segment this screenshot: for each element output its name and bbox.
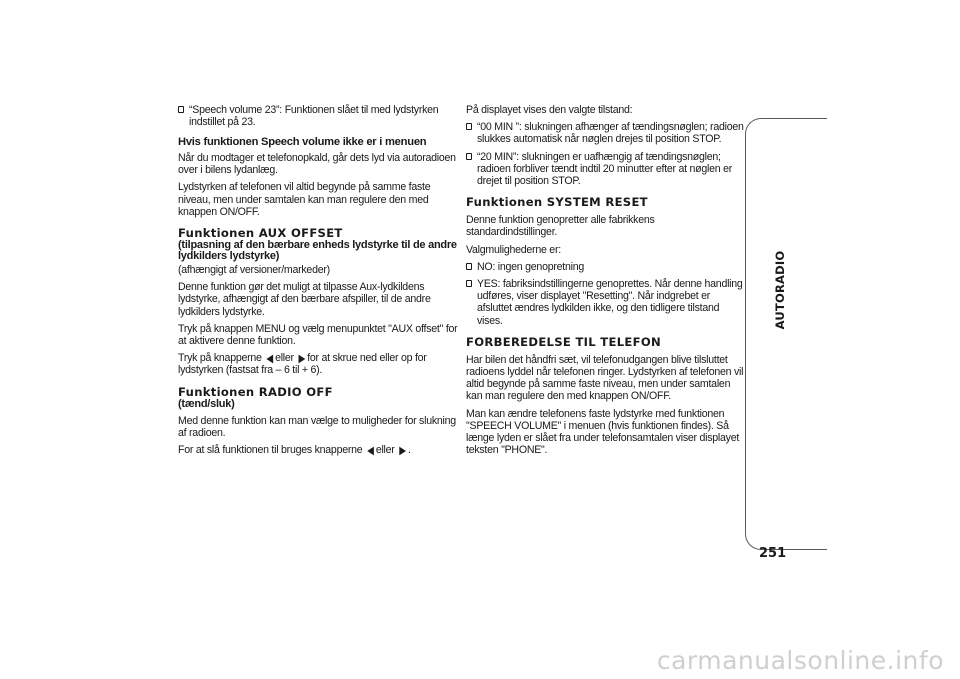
chapter-tab-text: AUTORADIO <box>773 250 787 330</box>
chapter-tab <box>745 118 827 550</box>
right-arrow-icon: ▶ <box>399 443 406 457</box>
text-span: eller <box>375 444 395 457</box>
checkbox-bullet-icon <box>466 263 472 270</box>
paragraph: På displayet vises den valgte tilstand: <box>466 104 633 116</box>
list-item <box>466 278 746 327</box>
checkbox-bullet-icon <box>466 153 472 160</box>
left-arrow-icon: ◀ <box>367 443 374 457</box>
checkbox-bullet-icon <box>466 280 472 287</box>
left-column <box>178 104 458 462</box>
watermark: carmanualsonline.info <box>656 646 944 675</box>
text-span: Tryk på knapperne <box>178 352 262 365</box>
left-arrow-icon: ◀ <box>266 351 274 365</box>
list-item-text: “00 MIN ”: slukningen afhænger af tændingsnøglen; radioen slukkes automatisk når nøglen drejes til position STOP. <box>477 121 744 146</box>
paragraph: Når du modtager et telefonopkald, går dets lyd via autoradioen over i bilens lydanlæg. <box>178 151 456 177</box>
right-arrow-icon: ▶ <box>298 351 306 365</box>
aux-offset-subheading: (tilpasning af den bærbare enheds lydstyrke til de andre lydkilders lydstyrke) <box>178 238 457 263</box>
list-item <box>466 151 746 188</box>
aux-offset-note: (afhængigt af versioner/markeder) <box>178 263 330 276</box>
speech-volume-heading: Hvis funktionen Speech volume ikke er i menuen <box>178 136 427 149</box>
list-item <box>466 121 746 145</box>
list-item-text: “Speech volume 23”: Funktionen slået til med lydstyrken indstillet på 23. <box>189 104 439 129</box>
system-reset-heading: Funktionen SYSTEM RESET <box>466 195 648 210</box>
text-span: eller <box>275 352 294 365</box>
paragraph: Har bilen det håndfri sæt, vil telefonudgangen blive tilsluttet radioens lyddel når telefonen ringer. Lydstyrken af telefonen vil altid begynde på samme faste niveau, men under samtalen kan man regulere den med knappen ON/OFF. <box>466 353 744 403</box>
text-span: . <box>407 444 411 457</box>
paragraph <box>178 444 458 456</box>
radio-off-subheading: (tænd/sluk) <box>178 397 235 410</box>
paragraph: Tryk på knappen MENU og vælg menupunktet "AUX offset" for at aktivere denne funktion. <box>178 322 458 347</box>
paragraph: Denne funktion genopretter alle fabrikkens standardindstillinger. <box>466 214 655 239</box>
paragraph <box>178 352 458 376</box>
right-column <box>466 104 746 461</box>
aux-offset-heading: Funktionen AUX OFFSET <box>178 225 343 240</box>
list-item <box>178 104 458 128</box>
paragraph: Lydstyrken af telefonen vil altid begynde på samme faste niveau, men under samtalen kan man regulere den med knappen ON/OFF. <box>178 181 431 218</box>
paragraph: Denne funktion gør det muligt at tilpasse Aux-lydkildens lydstyrke, afhængigt af den bærbare afspiller, til de andre lydkilders lydstyrke. <box>178 281 431 318</box>
page-number: 251 <box>759 546 787 561</box>
list-item-text: YES: fabriksindstillingerne genoprettes. Når denne handling udføres, viser displayet "Resetting". Når indgrebet er afsluttet ændres lydkilden ikke, og den tidligere tilstand vises. <box>477 278 743 327</box>
paragraph: Med denne funktion kan man vælge to muligheder for slukning af radioen. <box>178 415 456 440</box>
text-span: For at slå funktionen til bruges knapperne <box>178 444 363 457</box>
paragraph: Valgmulighederne er: <box>466 243 561 256</box>
checkbox-bullet-icon <box>466 123 472 130</box>
list-item <box>466 261 746 273</box>
radio-off-heading: Funktionen RADIO OFF <box>178 384 333 399</box>
text-span: for at skrue ned eller op for lydstyrken (fastsat fra – 6 til + 6). <box>178 352 427 377</box>
paragraph: Man kan ændre telefonens faste lydstyrke med funktionen "SPEECH VOLUME" i menuen (hvis funktionen findes). Så længe lyden er slået fra under telefonsamtalen viser displayet teksten "PHONE". <box>466 407 740 457</box>
list-item-text: NO: ingen genopretning <box>477 260 584 273</box>
checkbox-bullet-icon <box>178 106 184 113</box>
list-item-text: “20 MIN”: slukningen er uafhængig af tændingsnøglen; radioen forbliver tændt indtil 20 minutter efter at nøglen er drejet til position STOP. <box>477 150 733 188</box>
phone-heading: FORBEREDELSE TIL TELEFON <box>466 334 662 349</box>
